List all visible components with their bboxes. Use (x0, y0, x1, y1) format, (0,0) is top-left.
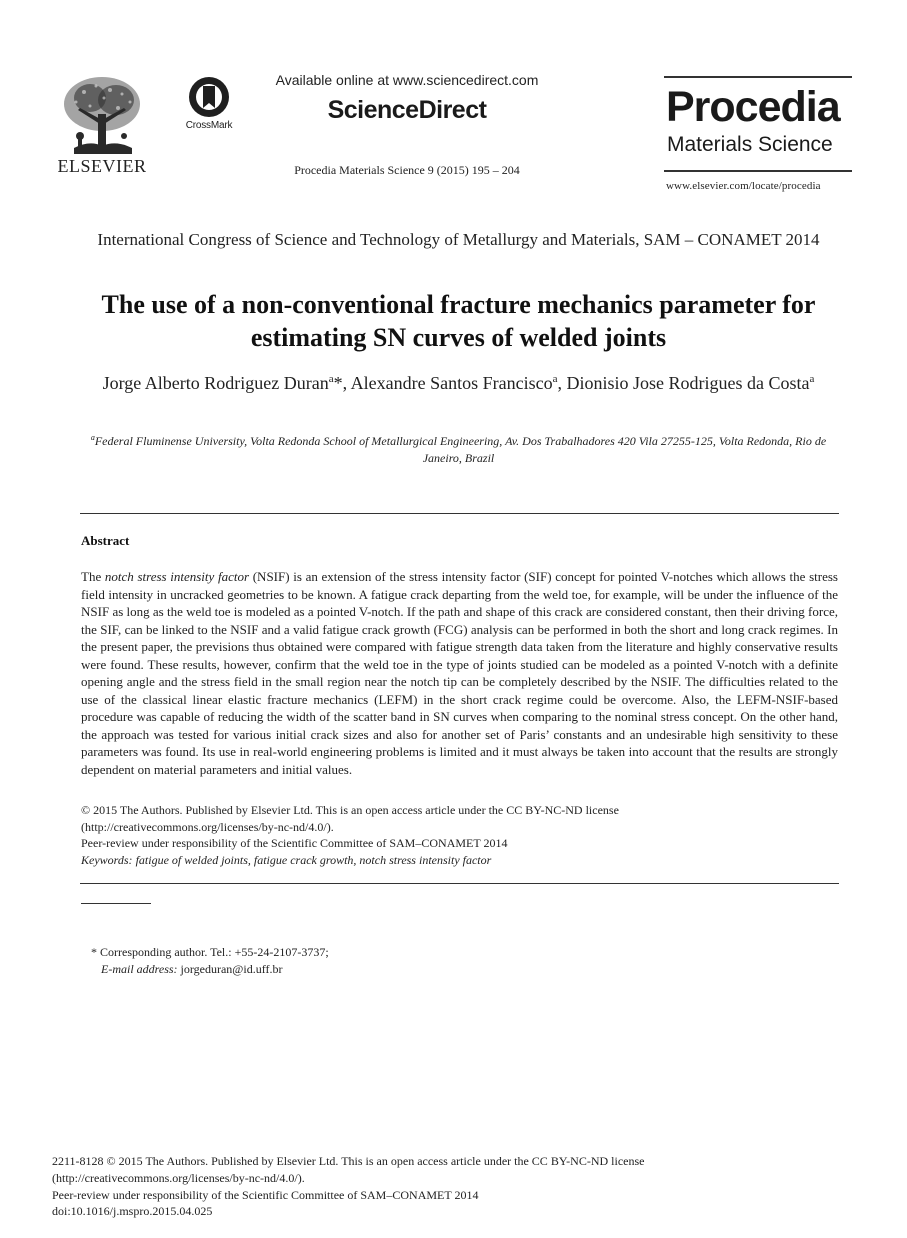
keywords (81, 852, 838, 869)
crossmark-icon (178, 76, 240, 120)
bottom-license-link[interactable]: http://creativecommons.org/licenses/by-nc-nd/4.0/ (56, 1170, 298, 1185)
bottom-peer-review: Peer-review under responsibility of the Scientific Committee of SAM–CONAMET 2014 (52, 1187, 479, 1202)
elsevier-logo (52, 74, 152, 178)
procedia-top-rule (664, 76, 852, 78)
affiliation (90, 433, 827, 467)
abstract-body-text: (NSIF) is an extension of the stress intensity factor (SIF) concept for pointed V-notches which allows the stress field intensity in uncracked geometries to be known. A fatigue crack departing from the weld toe, for example, will be under the influence of the NSIF as long as the weld toe is modeled as a pointed V-notch. If the path and shape of this crack are considered constant, then their driving force, the SIF, can be linked to the NSIF and a valid fatigue crack growth (FCG) analysis can be performed in both the short and long crack regimes. In the present paper, the previsions thus obtained were compared with fatigue strength data taken from the literature and highly conservative results were found. These results, however, confirm that the weld toe in the type of joints studied can be modeled as a pointed V-notch with a definite opening angle and the stress field in the small region near the notch tip can be completely described by the NSIF. The difficulties related to the use of the classical linear elastic fracture mechanics (LEFM) in the short crack regime could be overcome. Also, the LEFM-NSIF-based procedure was capable of reducing the width of the scatter band in SN curves when comparing to the nominal stress concept. On the other hand, the approach was tested for various initial crack sizes and also for another set of Paris’ constants and an undesirable high sensitivity to these parameters was found. Its use in real-world engineering problems is limited and it must always be taken into account that the results are strongly dependent on material parameters and initial values. (81, 569, 838, 777)
procedia-logo (664, 76, 854, 194)
email-label: E-mail address: (101, 961, 178, 976)
elsevier-wordmark: ELSEVIER (57, 156, 147, 176)
procedia-bottom-rule (664, 170, 852, 172)
abstract-heading: Abstract (81, 533, 130, 548)
abstract-bottom-rule (80, 883, 839, 884)
available-online-text: Available online at www.sciencedirect.com (275, 72, 539, 88)
corresponding-author-mark: * (333, 373, 343, 393)
corresponding-author-text: * Corresponding author. Tel.: +55-24-2107-3737; (91, 945, 329, 959)
keywords-label: Keywords: (81, 853, 133, 867)
keywords-list: fatigue of welded joints, fatigue crack growth, notch stress intensity factor (135, 853, 492, 867)
sciencedirect-logo: ScienceDirect (327, 96, 487, 124)
journal-reference: Procedia Materials Science 9 (2015) 195 – 204 (294, 163, 520, 177)
abstract-text (81, 568, 838, 778)
procedia-wordmark: Procedia (666, 83, 840, 131)
issn-line: 2211-8128 © 2015 The Authors. Published by Elsevier Ltd. This is an open access article under the CC BY-NC-ND license (52, 1154, 645, 1168)
journal-url-link[interactable]: www.elsevier.com/locate/procedia (666, 180, 821, 192)
procedia-subtitle: Materials Science (667, 133, 833, 156)
affiliation-text: Federal Fluminense University, Volta Redonda School of Metallurgical Engineering, Av. Dos Trabalhadores 420 Vila 27255-125, Volta Redonda, Rio de Janeiro, Brazil (94, 434, 827, 465)
email-link[interactable]: jorgeduran@id.uff.br (180, 961, 283, 976)
author-name: Dionisio Jose Rodrigues da Costa (566, 373, 810, 393)
author-affiliation-mark: a (552, 373, 558, 385)
publication-info: 2211-8128 © 2015 The Authors. Published by Elsevier Ltd. This is an open access article under the CC BY-NC-ND license (http://creativecommons.org/licenses/by-nc-nd/4.0/). Peer-review under responsibility of the Scientific Committee of SAM–CONAMET 2014 doi:10.1016/j.mspro.2015.04.025 (52, 1153, 852, 1220)
affiliation-mark: a (90, 433, 95, 442)
abstract-top-rule (80, 513, 839, 514)
doi-link[interactable]: doi:10.1016/j.mspro.2015.04.025 (52, 1204, 213, 1219)
author-name: Alexandre Santos Francisco (350, 373, 553, 393)
author-affiliation-mark: a (809, 373, 815, 385)
author-name: Jorge Alberto Rodriguez Duran (102, 373, 329, 393)
footnote-rule (81, 903, 151, 904)
elsevier-tree-icon (60, 74, 144, 156)
license-link[interactable]: http://creativecommons.org/licenses/by-nc-nd/4.0/ (85, 819, 327, 834)
peer-review-notice: Peer-review under responsibility of the Scientific Committee of SAM–CONAMET 2014 (81, 836, 508, 850)
abstract-term: notch stress intensity factor (104, 569, 250, 584)
crossmark-badge[interactable] (178, 76, 240, 134)
copyright-text: © 2015 The Authors. Published by Elsevier Ltd. This is an open access article under the CC BY-NC-ND license (81, 803, 619, 817)
abstract-lead: The (81, 569, 105, 584)
article-title: The use of a non-conventional fracture mechanics parameter for estimating SN curves of welded joints (101, 290, 816, 352)
copyright-notice: © 2015 The Authors. Published by Elsevier Ltd. This is an open access article under the CC BY-NC-ND license (http://creativecommons.org/licenses/by-nc-nd/4.0/). (81, 803, 619, 834)
crossmark-label: CrossMark (185, 120, 233, 131)
author-affiliation-mark: a (328, 373, 334, 385)
author-list: Jorge Alberto Rodriguez Duran$^a$*, Alexandre Santos Francisco$^a$, Dionisio Jose Rodrigues da Costa$^a$ (102, 373, 815, 393)
corresponding-author-footnote (91, 944, 591, 977)
conference-name: International Congress of Science and Technology of Metallurgy and Materials, SAM – CONAMET 2014 (97, 230, 820, 249)
